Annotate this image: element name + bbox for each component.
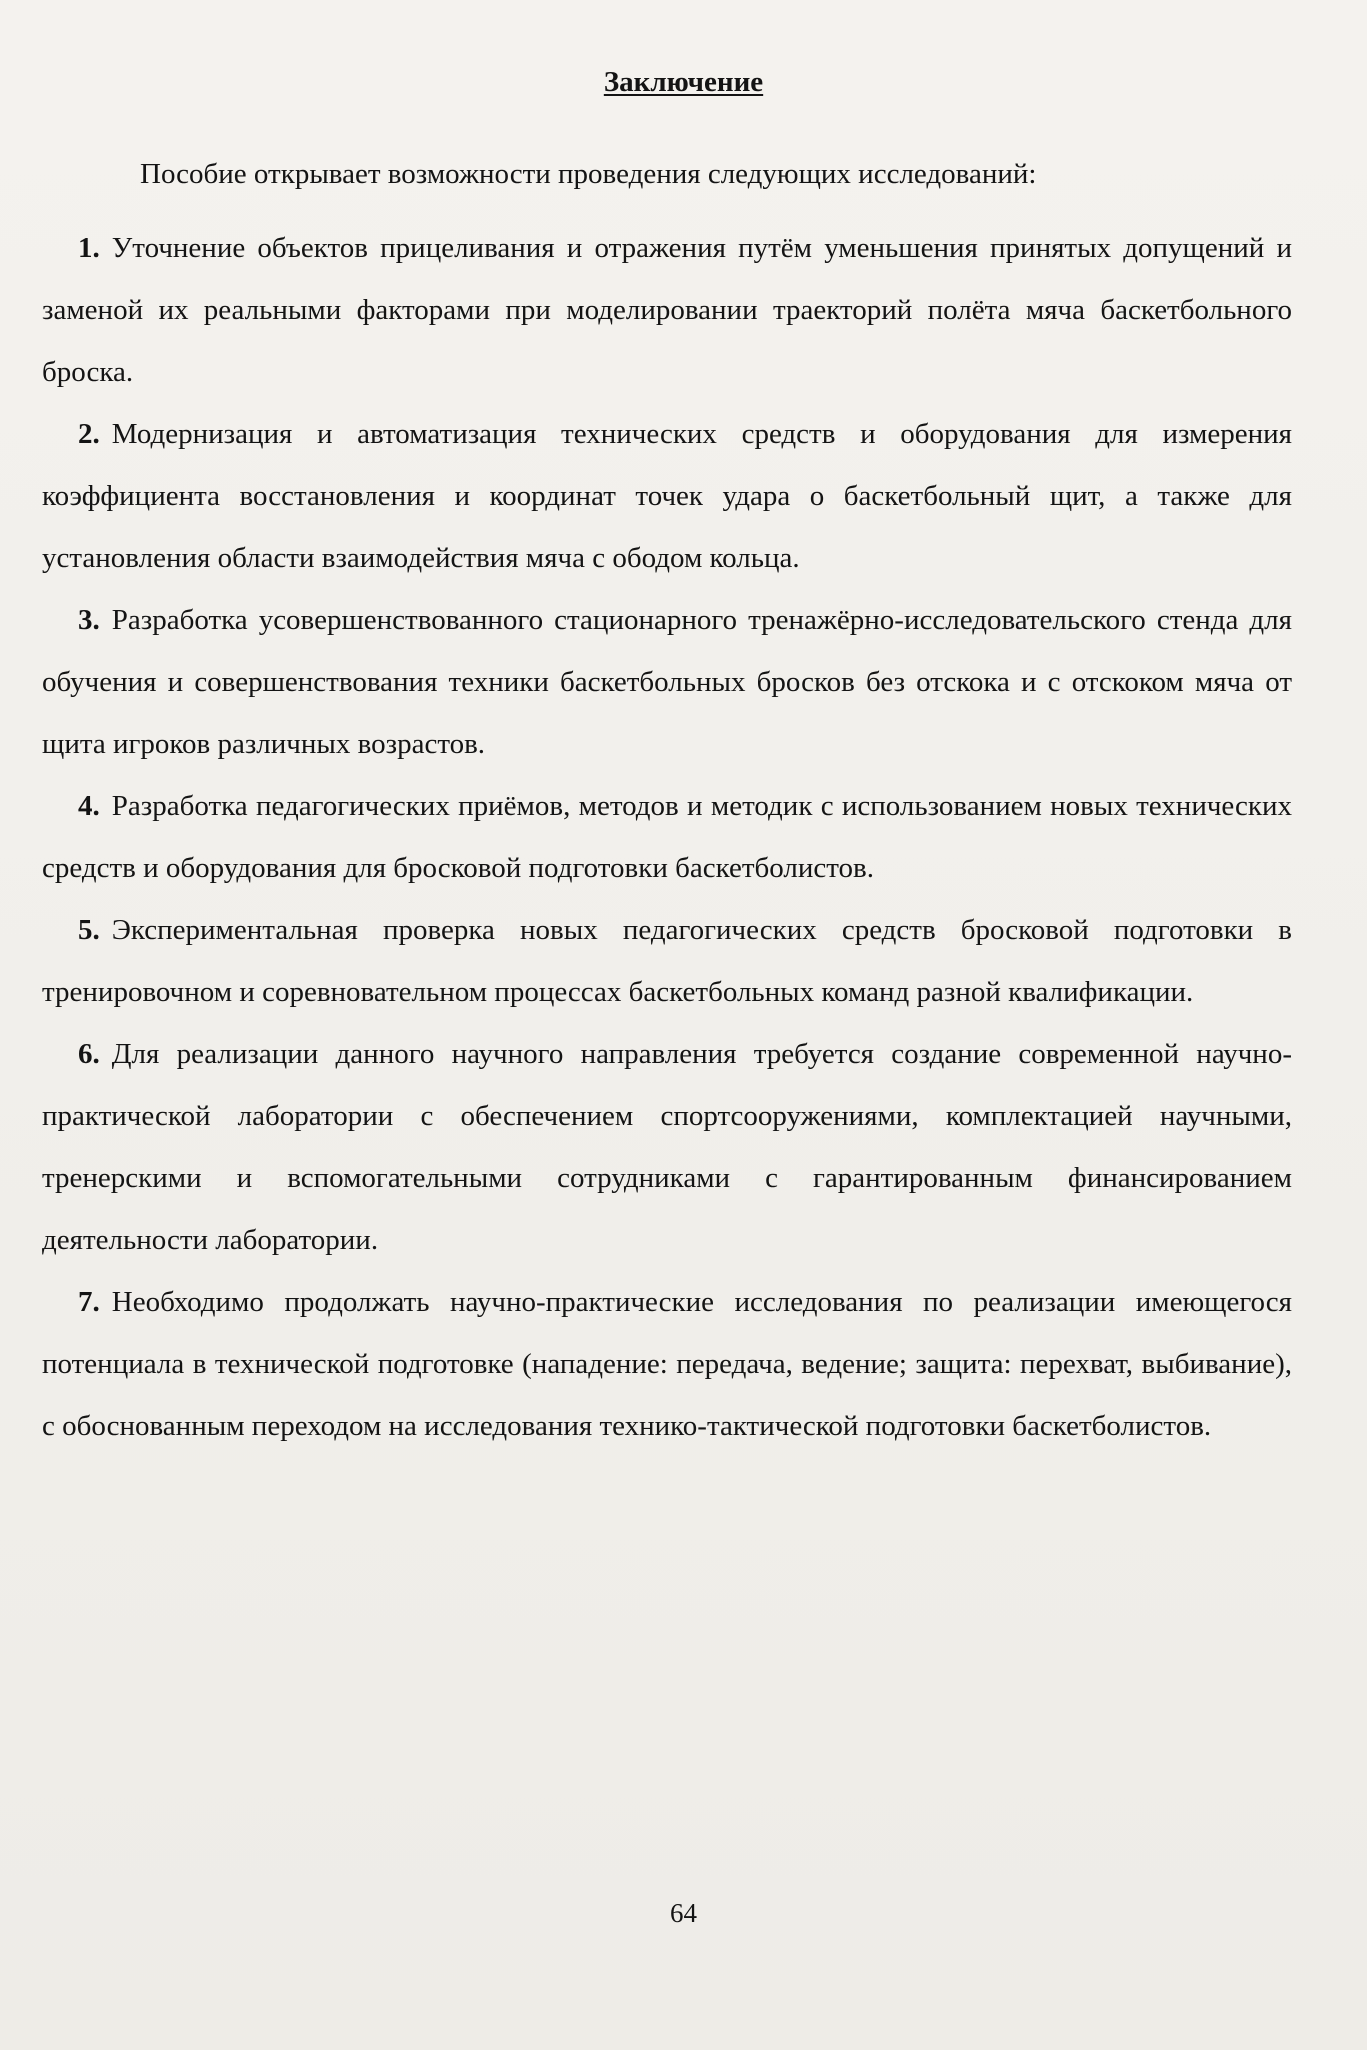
item-number: 6. (78, 1038, 100, 1070)
item-text: Разработка педагогических приёмов, методов и методик с использованием новых технических средств и оборудования для бросковой подготовки баскетболистов. (42, 790, 1292, 884)
list-item-1 (42, 217, 1292, 403)
list-item-3 (42, 589, 1292, 775)
conclusion-list (42, 217, 1292, 1457)
list-item-7 (42, 1271, 1292, 1457)
page-number: 64 (670, 1898, 697, 1928)
item-number: 5. (78, 914, 100, 946)
item-text: Для реализации данного научного направления требуется создание современной научно-практической лаборатории с обеспечением спортсооружениями, комплектацией научными, тренерскими и вспомогательными сотрудниками с гарантированным финансированием деятельности лаборатории. (42, 1038, 1292, 1256)
list-item-2 (42, 403, 1292, 589)
item-text: Экспериментальная проверка новых педагогических средств бросковой подготовки в тренировочном и соревновательном процессах баскетбольных команд разной квалификации. (42, 914, 1292, 1008)
item-text: Необходимо продолжать научно-практические исследования по реализации имеющегося потенциала в технической подготовке (нападение: передача, ведение; защита: перехват, выбивание), с обоснованным переходом на исследования технико-тактической подготовки баскетболистов. (42, 1286, 1292, 1442)
item-number: 2. (78, 418, 100, 450)
intro-paragraph: Пособие открывает возможности проведения следующих исследований: (140, 158, 1037, 190)
item-text: Уточнение объектов прицеливания и отражения путём уменьшения принятых допущений и заменой их реальными факторами при моделировании траекторий полёта мяча баскетбольного броска. (42, 232, 1292, 388)
item-text: Разработка усовершенствованного стационарного тренажёрно-исследовательского стенда для обучения и совершенствования техники баскетбольных бросков без отскока и с отскоком мяча от щита игроков различных возрастов. (42, 604, 1292, 760)
list-item-5 (42, 899, 1292, 1023)
list-item-4 (42, 775, 1292, 899)
list-item-6 (42, 1023, 1292, 1271)
item-number: 1. (78, 232, 100, 264)
item-number: 7. (78, 1286, 100, 1318)
item-number: 4. (78, 790, 100, 822)
page-title: Заключение (603, 66, 764, 98)
item-number: 3. (78, 604, 100, 636)
item-text: Модернизация и автоматизация технических средств и оборудования для измерения коэффициента восстановления и координат точек удара о баскетбольный щит, а также для установления области взаимодействия мяча с ободом кольца. (42, 418, 1292, 574)
